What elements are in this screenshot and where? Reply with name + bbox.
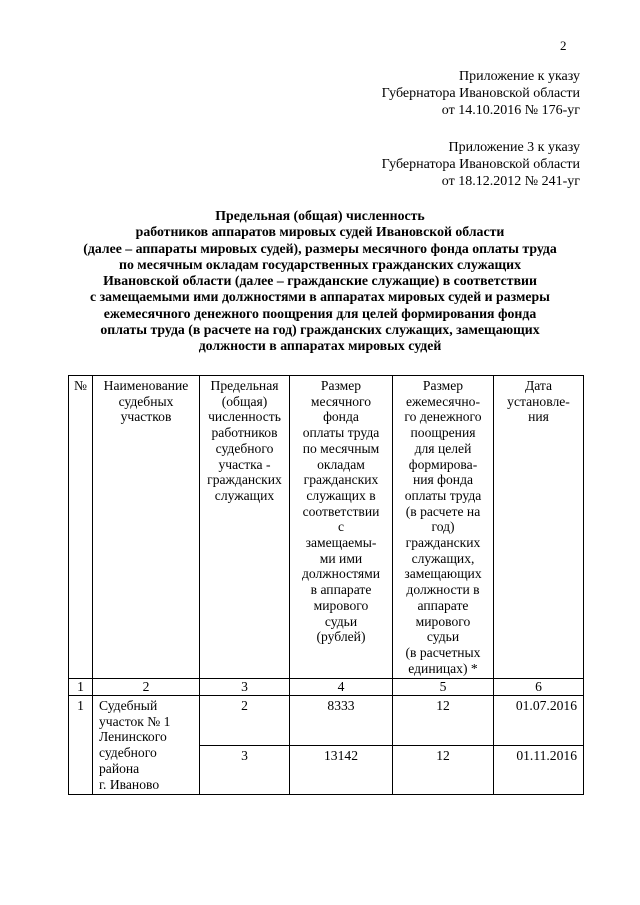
monthly-fund: 8333 — [290, 696, 393, 746]
title-line: по месячным окладам государственных гражданских служащих — [119, 256, 521, 272]
row-index: 1 — [69, 696, 93, 795]
monthly-fund: 13142 — [290, 745, 393, 795]
appendix-current-line: от 14.10.2016 № 176-уг — [441, 103, 580, 118]
staff-count: 3 — [200, 745, 290, 795]
column-number: 4 — [290, 679, 393, 696]
appendix-original-line: от 18.12.2012 № 241-уг — [441, 174, 580, 189]
title-line: работников аппаратов мировых судей Ивановской области — [135, 224, 505, 240]
monthly-bonus: 12 — [393, 745, 494, 795]
header-monthly-fund: Размер месячного фонда оплаты труда по месячным окладам гражданских служащих в соответствии с замещаемы- ми ими должностями в аппарате мирового судьи (рублей) — [290, 376, 393, 679]
appendix-original-block — [382, 139, 580, 190]
appendix-original-line: Приложение 3 к указу — [448, 140, 580, 155]
column-number: 6 — [494, 679, 584, 696]
column-number: 2 — [93, 679, 200, 696]
appendix-current-line: Губернатора Ивановской области — [381, 86, 580, 101]
appendix-current-line: Приложение к указу — [459, 69, 580, 84]
page-number: 2 — [560, 38, 567, 53]
effective-date: 01.07.2016 — [494, 696, 584, 746]
title-line: Ивановской области (далее – гражданские служащие) в соответствии — [103, 273, 537, 289]
column-number-row — [69, 679, 584, 696]
appendix-original-line: Губернатора Ивановской области — [381, 157, 580, 172]
section-name: Судебный участок № 1 Ленинского судебного района г. Иваново — [93, 696, 200, 795]
column-number: 5 — [393, 679, 494, 696]
column-number: 1 — [69, 679, 93, 696]
title-line: должности в аппаратах мировых судей — [198, 338, 442, 354]
appendix-current-block — [382, 68, 580, 119]
document-title — [52, 208, 588, 355]
title-line: ежемесячного денежного поощрения для целей формирования фонда — [103, 305, 537, 321]
table-row — [69, 696, 584, 746]
header-monthly-bonus: Размер ежемесячно- го денежного поощрения для целей формирова- ния фонда оплаты труда (в расчете на год) гражданских служащих, замещающих должности в аппарате мирового судьи (в расчетных единицах) * — [393, 376, 494, 679]
header-section-name: Наименование судебных участков — [93, 376, 200, 679]
table-header-row — [69, 376, 584, 679]
monthly-bonus: 12 — [393, 696, 494, 746]
header-date: Дата установле- ния — [494, 376, 584, 679]
effective-date: 01.11.2016 — [494, 745, 584, 795]
header-staff-count: Предельная (общая) численность работников судебного участка - гражданских служащих — [200, 376, 290, 679]
header-number: № — [69, 376, 93, 679]
title-line: оплаты труда (в расчете на год) гражданских служащих, замещающих — [100, 322, 540, 338]
title-line: с замещаемыми ими должностями в аппаратах мировых судей и размеры — [90, 289, 550, 305]
title-line: Предельная (общая) численность — [215, 208, 425, 223]
staffing-table — [68, 375, 584, 795]
title-line: (далее – аппараты мировых судей), размеры месячного фонда оплаты труда — [83, 240, 557, 256]
staff-count: 2 — [200, 696, 290, 746]
column-number: 3 — [200, 679, 290, 696]
